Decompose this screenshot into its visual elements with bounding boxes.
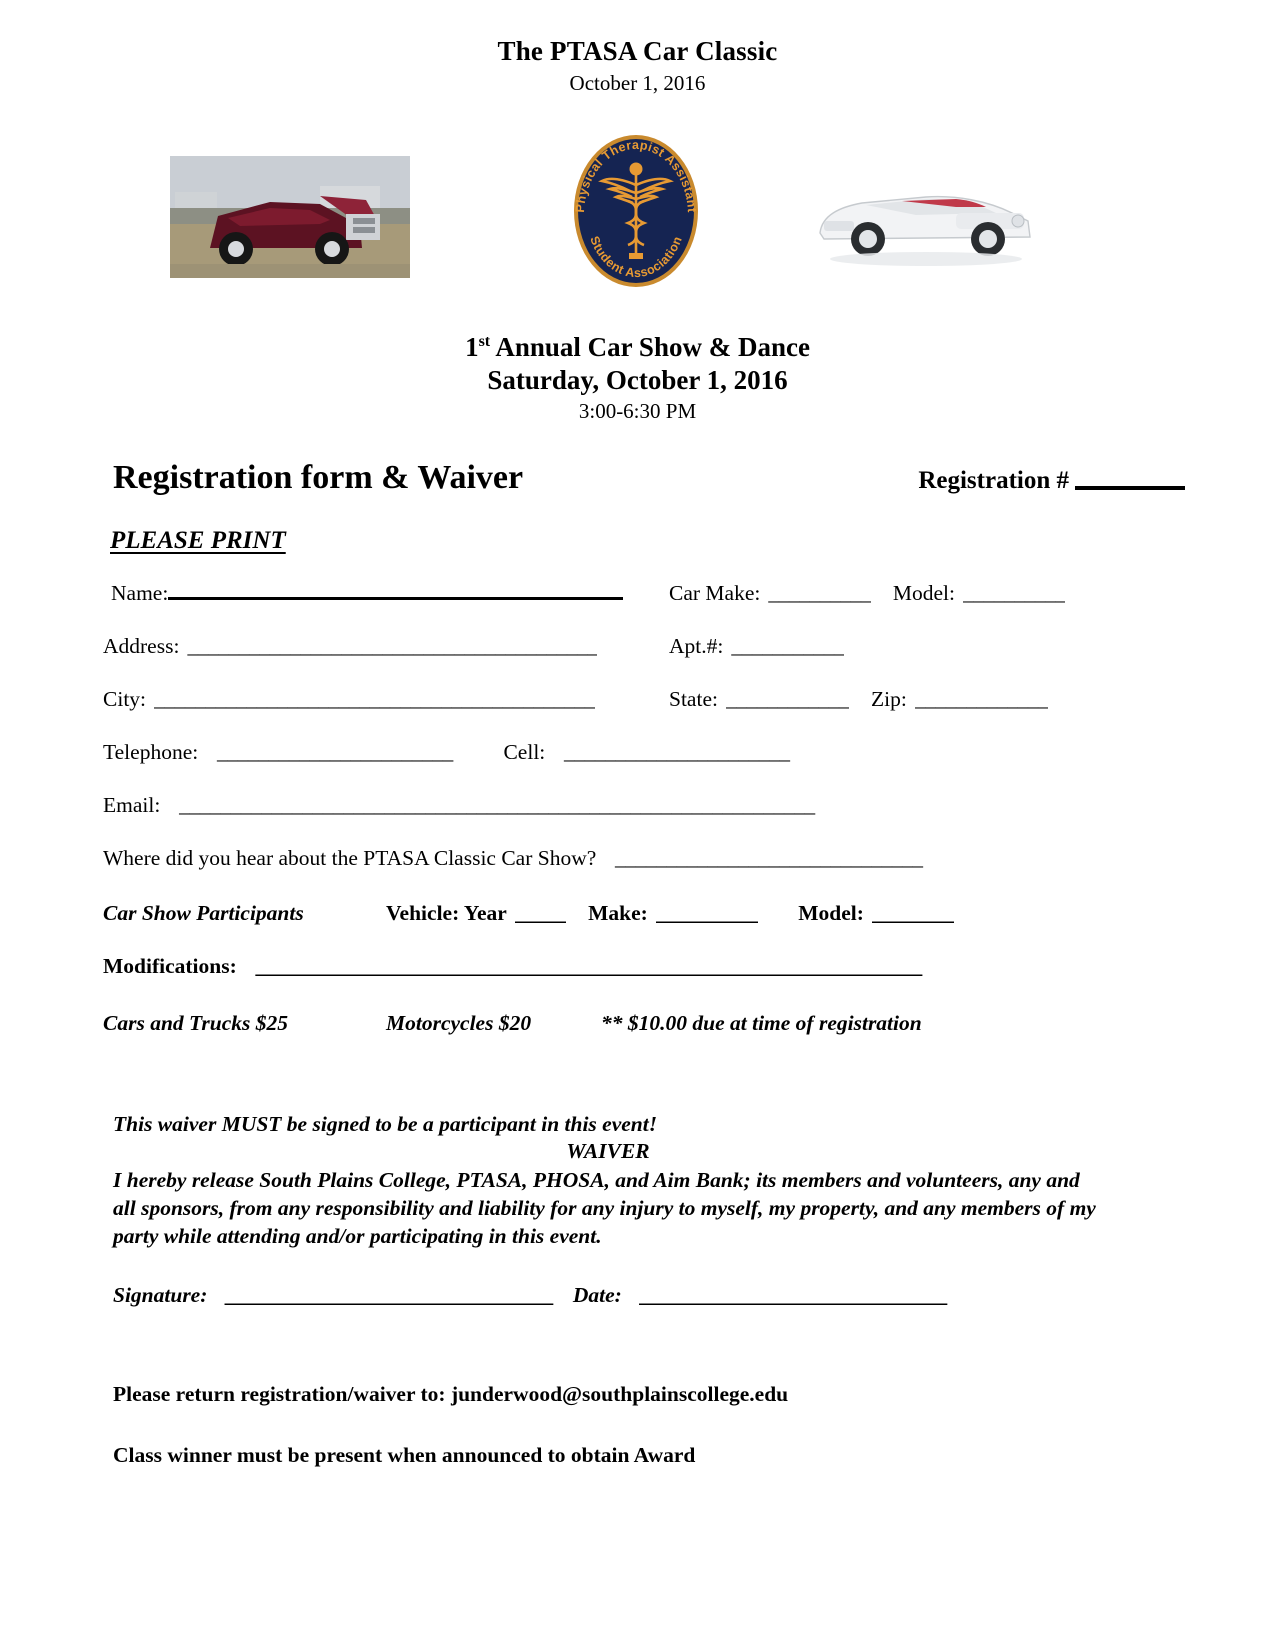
car-make-label: Car Make: <box>669 580 761 605</box>
signature-label: Signature: <box>113 1282 208 1307</box>
participants-label: Car Show Participants <box>103 900 304 925</box>
hot-rod-photo <box>170 156 410 278</box>
price-cars-trucks: Cars and Trucks $25 <box>103 1010 288 1035</box>
registration-number-blank[interactable] <box>1075 486 1185 490</box>
cell-blank[interactable]: ______________________ <box>564 739 790 764</box>
svg-text:Student Association: Student Association <box>587 234 685 281</box>
zip-label: Zip: <box>870 686 907 711</box>
state-label: State: <box>669 686 718 711</box>
waiver-body-text: I hereby release South Plains College, PTASA, PHOSA, and Aim Bank; its members and volunteers, any and all sponsors, from any responsibility and liability for any injury to myself, my property, and any members of my party while attending and/or participating in this event. <box>113 1167 1096 1249</box>
event-heading-rest: Annual Car Show & Dance <box>490 332 810 363</box>
row-pricing <box>103 1011 1113 1036</box>
row-telephone-cell <box>103 740 1113 765</box>
vehicle-model-label: Model: <box>798 900 864 925</box>
modifications-label: Modifications: <box>103 953 237 978</box>
date-label: Date: <box>572 1282 622 1307</box>
classic-convertible-photo <box>806 159 1046 274</box>
name-blank[interactable] <box>168 596 623 600</box>
city-blank[interactable]: ___________________________________________ <box>154 686 595 711</box>
row-participants-vehicle <box>103 901 1113 926</box>
address-label: Address: <box>103 633 180 658</box>
svg-text:Physical Therapist Assistant: Physical Therapist Assistant <box>572 138 699 214</box>
registration-number-field[interactable] <box>918 467 1185 495</box>
please-print-note: PLEASE PRINT <box>110 526 286 554</box>
event-ordinal-suffix: st <box>478 333 491 351</box>
vehicle-year-label: Vehicle: Year <box>386 900 507 925</box>
image-band <box>0 124 1275 299</box>
ptasa-logo <box>566 129 706 292</box>
registration-fields <box>103 581 1113 1036</box>
waiver-heading: WAIVER <box>566 1138 650 1163</box>
vehicle-make-blank[interactable]: __________ <box>655 900 759 925</box>
email-label: Email: <box>103 792 161 817</box>
row-signature-date <box>113 1283 1103 1308</box>
address-blank[interactable]: ________________________________________ <box>187 633 598 658</box>
state-zip-field[interactable] <box>669 687 1048 712</box>
zip-blank[interactable]: _____________ <box>914 686 1049 711</box>
row-address-apt <box>103 634 1113 659</box>
city-field[interactable] <box>103 687 669 712</box>
signature-blank[interactable]: ________________________________ <box>226 1282 555 1307</box>
row-city-state-zip <box>103 687 1113 712</box>
footer-section <box>113 1382 1275 1468</box>
telephone-label: Telephone: <box>103 739 199 764</box>
vehicle-year-blank[interactable]: _____ <box>514 900 567 925</box>
page-title: The PTASA Car Classic <box>497 36 778 66</box>
vehicle-make-label: Make: <box>588 900 648 925</box>
waiver-section <box>113 1112 1103 1308</box>
vehicle-model-blank[interactable]: ________ <box>871 900 954 925</box>
apt-label: Apt.#: <box>669 633 724 658</box>
row-referral <box>103 846 1113 871</box>
modifications-blank[interactable]: _________________________________________________________________ <box>255 953 922 978</box>
row-modifications <box>103 954 1113 979</box>
row-email <box>103 793 1113 818</box>
waiver-must-sign-note: This waiver MUST be signed to be a participant in this event! <box>113 1111 658 1136</box>
state-blank[interactable]: ____________ <box>725 686 849 711</box>
email-blank[interactable]: ______________________________________________________________ <box>179 792 815 817</box>
car-model-blank[interactable]: __________ <box>962 580 1066 605</box>
referral-label: Where did you hear about the PTASA Classic Car Show? <box>103 845 597 870</box>
cell-label: Cell: <box>503 739 546 764</box>
award-notice: Class winner must be present when announced to obtain Award <box>113 1442 696 1467</box>
page-subtitle-date: October 1, 2016 <box>569 71 706 96</box>
event-heading-line2: Saturday, October 1, 2016 <box>487 364 788 395</box>
event-time: 3:00-6:30 PM <box>578 399 697 424</box>
address-field[interactable] <box>103 634 669 659</box>
price-motorcycles: Motorcycles $20 <box>386 1010 532 1035</box>
registration-form-title: Registration form & Waiver <box>113 458 524 496</box>
registration-bar <box>113 425 1185 497</box>
return-instructions: Please return registration/waiver to: junderwood@southplainscollege.edu <box>113 1381 789 1406</box>
price-deposit-note: ** $10.00 due at time of registration <box>601 1010 922 1035</box>
row-name-carmake <box>103 581 1113 606</box>
telephone-blank[interactable]: _______________________ <box>216 739 453 764</box>
name-label: Name: <box>111 580 169 605</box>
car-model-label: Model: <box>892 580 955 605</box>
car-make-blank[interactable]: __________ <box>768 580 871 605</box>
event-ordinal: 1 <box>465 332 479 363</box>
registration-number-label: Registration # <box>918 466 1069 494</box>
date-blank[interactable]: ______________________________ <box>640 1282 949 1307</box>
apt-field[interactable] <box>669 634 844 659</box>
name-field[interactable] <box>103 581 669 606</box>
city-label: City: <box>103 686 147 711</box>
event-heading-line1 <box>0 299 1275 363</box>
apt-blank[interactable]: ___________ <box>731 633 845 658</box>
referral-blank[interactable]: ______________________________ <box>615 845 923 870</box>
car-make-model-field[interactable] <box>669 581 1065 606</box>
